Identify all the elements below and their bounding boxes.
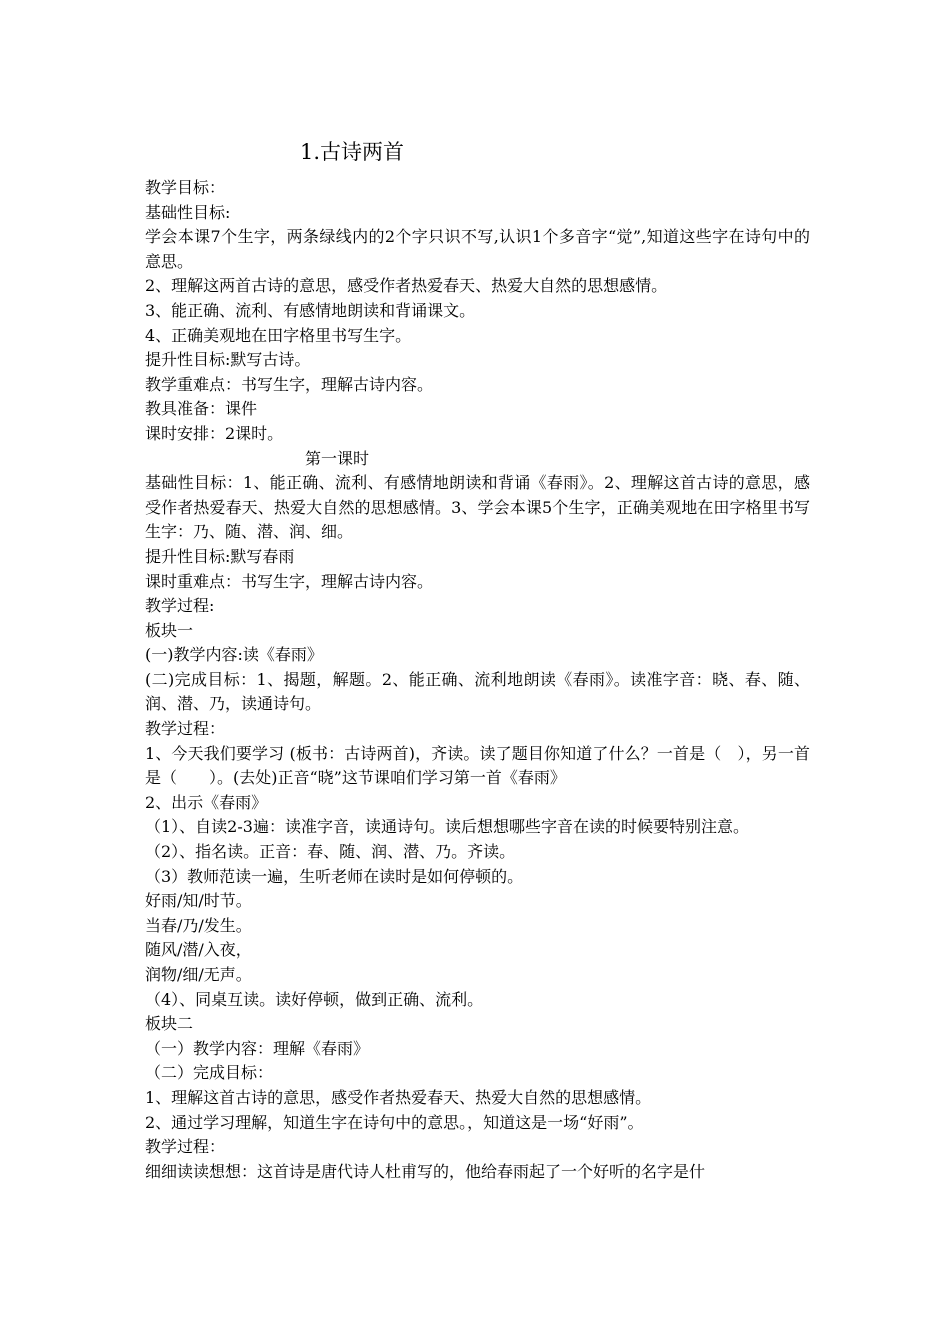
text-line: （二）完成目标：: [145, 1063, 274, 1083]
text-line: （4）、同桌互读。读好停顿，做到正确、流利。: [145, 989, 484, 1009]
text-paragraph: 学会本课7个生字，两条绿线内的2个字只识不写,认识1个多音字“觉”,知道这些字在诗句中的意思。: [145, 227, 810, 271]
text-line: 提升性目标:默写春雨: [145, 546, 295, 566]
text-line: 4、正确美观地在田字格里书写生字。: [145, 325, 412, 345]
poem-line: 当春/乃/发生。: [145, 915, 252, 935]
text-line: 提升性目标:默写古诗。: [145, 350, 311, 370]
text-line: （3）教师范读一遍，生听老师在读时是如何停顿的。: [145, 866, 524, 886]
text-paragraph: （1）、自读2-3遍：读准字音，读通诗句。读后想想哪些字音在读的时候要特别注意。: [145, 817, 749, 837]
document-title: 1.古诗两首: [300, 140, 405, 164]
text-line: 教学目标：: [145, 178, 226, 197]
text-line: 3、能正确、流利、有感情地朗读和背诵课文。: [145, 300, 476, 320]
text-line: 课时重难点：书写生字，理解古诗内容。: [145, 571, 434, 591]
text-paragraph: (二)完成目标：1、揭题，解题。2、能正确、流利地朗读《春雨》。读准字音：晓、春、随、润、潜、乃，读通诗句。: [145, 669, 810, 714]
text-line: 教学过程：: [145, 719, 226, 739]
poem-line: 好雨/知/时节。: [145, 891, 252, 911]
text-paragraph: 1、今天我们要学习 (板书：古诗两首)，齐读。读了题目你知道了什么？一首是（ ），另一首是（ ）。(去处)正音“晓”这节课咱们学习第一首《春雨》: [145, 743, 810, 788]
text-line: 基础性目标:: [145, 202, 231, 222]
text-line: 1、理解这首古诗的意思，感受作者热爱春天、热爱大自然的思想感情。: [145, 1087, 652, 1107]
text-line: 2、通过学习理解，知道生字在诗句中的意思。，知道这是一场“好雨”。: [145, 1112, 644, 1132]
text-line: (一)教学内容:读《春雨》: [145, 645, 323, 665]
text-line: 2、出示《春雨》: [145, 792, 268, 812]
text-line: 教学过程:: [145, 596, 215, 616]
document-page: [145, 138, 810, 1184]
text-line: 教学过程：: [145, 1137, 226, 1157]
section-heading: 第一课时: [305, 448, 370, 468]
text-line: （一）教学内容：理解《春雨》: [145, 1038, 370, 1058]
text-line: 细细读读想想：这首诗是唐代诗人杜甫写的，他给春雨起了一个好听的名字是什: [145, 1161, 706, 1181]
text-line: 课时安排：2课时。: [145, 423, 284, 443]
text-line: 板块一: [145, 620, 194, 640]
poem-line: 随风/潜/入夜，: [145, 940, 252, 960]
text-line: 教学重难点：书写生字，理解古诗内容。: [145, 374, 434, 394]
text-line: （2）、指名读。正音：春、随、润、潜、乃。齐读。: [145, 842, 516, 862]
text-line: 2、理解这两首古诗的意思，感受作者热爱春天、热爱大自然的思想感情。: [145, 276, 668, 296]
text-line: 教具准备：课件: [145, 399, 258, 419]
text-paragraph: 基础性目标：1、能正确、流利、有感情地朗读和背诵《春雨》。2、理解这首古诗的意思，感受作者热爱春天、热爱大自然的思想感情。3、学会本课5个生字，正确美观地在田字格里书写生字：乃、随、潜、润、细。: [145, 473, 810, 542]
text-line: 板块二: [145, 1014, 194, 1034]
poem-line: 润物/细/无声。: [145, 965, 252, 984]
